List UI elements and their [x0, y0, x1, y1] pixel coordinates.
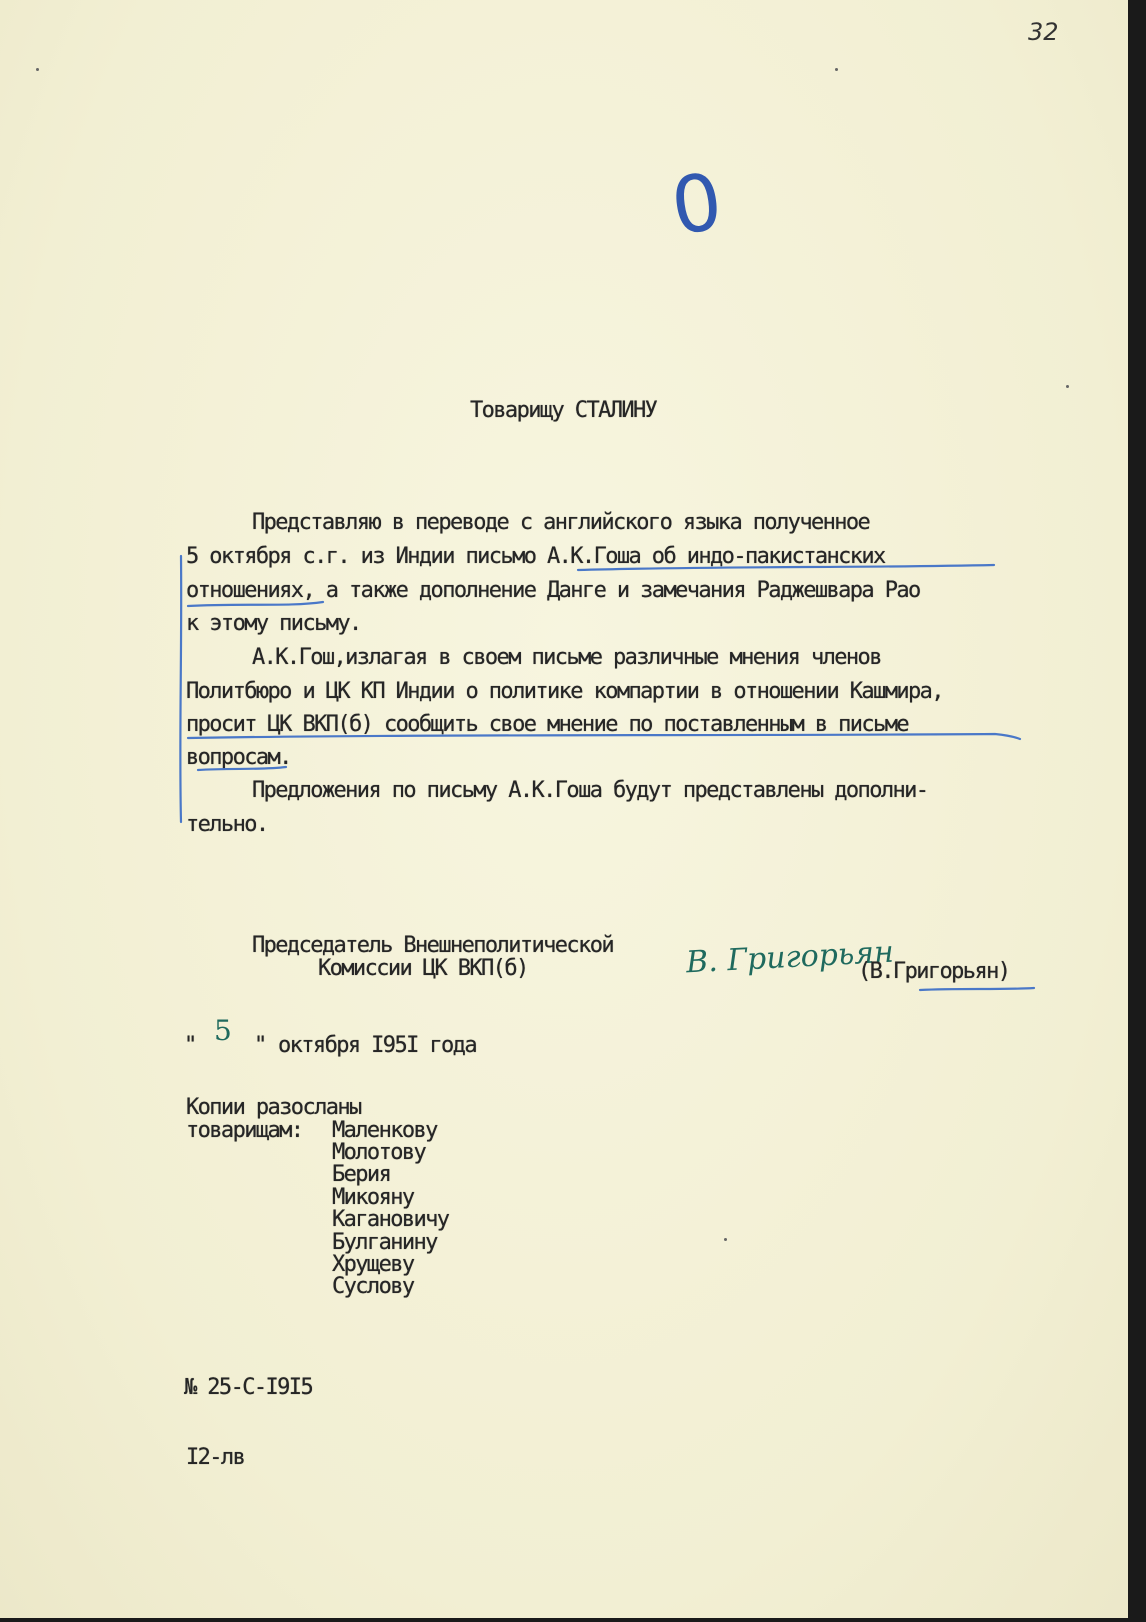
speck [1066, 385, 1069, 388]
body-line-3: отношениях, а также дополнение Данге и замечания Раджешвара Рао [186, 578, 920, 603]
body-line-1: Представляю в переводе с английского языка полученное [252, 510, 870, 535]
speck [36, 68, 39, 71]
body-line-4: к этому письму. [186, 611, 361, 636]
body-line-5: А.К.Гош,излагая в своем письме различные мнения членов [252, 645, 881, 670]
copies-label-line-2: товарищам: [186, 1118, 303, 1143]
page-number: 32 [1028, 18, 1059, 46]
typed-signature-name: (В.Григорьян) [858, 959, 1010, 984]
recipient: Булганину [332, 1230, 437, 1255]
body-line-9: Предложения по письму А.К.Гоша будут представлены дополни- [252, 778, 928, 803]
speck [835, 68, 838, 71]
date-rest: октября I95I года [278, 1033, 476, 1058]
body-line-2: 5 октября с.г. из Индии письмо А.К.Гоша об индо-пакистанских [186, 544, 885, 569]
speck [724, 1238, 727, 1241]
recipient: Микояну [332, 1185, 414, 1210]
reference-number: № 25-С-I9I5 [184, 1375, 313, 1400]
signature-title-line-1: Председатель Внешнеполитической [252, 933, 613, 958]
addressee: Товарищу СТАЛИНУ [470, 398, 657, 423]
recipient: Маленкову [332, 1118, 437, 1143]
recipient: Кагановичу [332, 1207, 449, 1232]
recipient: Суслову [332, 1274, 414, 1299]
typist-code: I2-лв [186, 1445, 245, 1470]
date-day: 5 [214, 1014, 232, 1047]
body-line-8: вопросам. [186, 745, 291, 770]
recipient: Берия [332, 1162, 391, 1187]
body-line-6: Политбюро и ЦК КП Индии о политике компартии в отношении Кашмира, [186, 679, 943, 704]
handwritten-mark: 0 [665, 156, 728, 254]
body-line-10: тельно. [186, 812, 268, 837]
date-open-quote: " [184, 1033, 196, 1058]
recipient: Хрущеву [332, 1252, 414, 1277]
handwritten-signature: В. Григорьян [685, 934, 895, 981]
copies-label-line-1: Копии разосланы [186, 1095, 361, 1120]
recipient: Молотову [332, 1140, 426, 1165]
body-line-7: просит ЦК ВКП(б) сообщить свое мнение по поставленным в письме [186, 712, 908, 737]
date-close-quote: " [254, 1033, 266, 1058]
margin-line [180, 556, 181, 822]
signature-title-line-2: Комиссии ЦК ВКП(б) [318, 956, 528, 981]
